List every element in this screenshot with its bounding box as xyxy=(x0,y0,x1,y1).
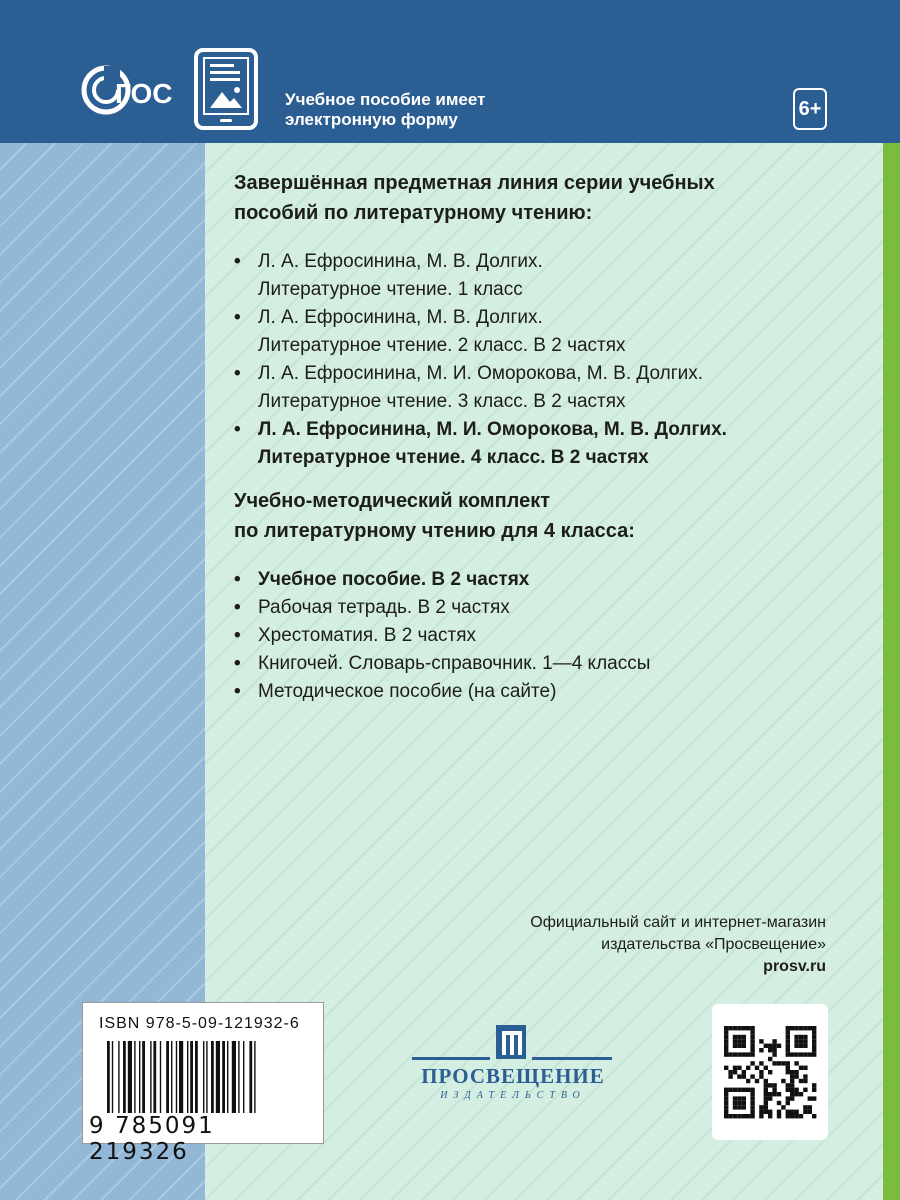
series-item-authors: • Л. А. Ефросинина, М. И. Оморокова, М. В. Долгих. xyxy=(258,419,727,440)
series-item-title: Литературное чтение. 2 класс. В 2 частях xyxy=(258,335,626,356)
series-item-title: Литературное чтение. 3 класс. В 2 частях xyxy=(258,391,626,412)
fgos-label: ГОС xyxy=(115,78,173,109)
age-rating-badge: 6+ xyxy=(793,88,827,130)
list-item: • Методическое пособие (на сайте) xyxy=(234,678,650,706)
series-item-title: Литературное чтение. 1 класс xyxy=(258,279,523,300)
list-item: • Хрестоматия. В 2 частях xyxy=(234,622,650,650)
electronic-form-note xyxy=(285,90,485,130)
right-green-bar xyxy=(883,143,900,1200)
isbn-label: ISBN 978-5-09-121932-6 xyxy=(99,1015,300,1032)
kit-heading-line-2: по литературному чтению для 4 класса: xyxy=(234,520,635,542)
site-line-2: издательства «Просвещение» xyxy=(601,936,826,953)
qr-code-icon xyxy=(712,1004,828,1140)
list-item xyxy=(234,360,727,416)
series-list xyxy=(234,248,727,472)
list-item: • Рабочая тетрадь. В 2 частях xyxy=(234,594,650,622)
qr-code xyxy=(712,1004,828,1140)
list-item xyxy=(234,248,727,304)
series-heading xyxy=(234,168,715,228)
publisher-subtitle: ИЗДАТЕЛЬСТВО xyxy=(440,1090,586,1101)
kit-heading xyxy=(234,486,635,546)
site-line-1: Официальный сайт и интернет-магазин xyxy=(530,914,826,931)
site-url: prosv.ru xyxy=(763,958,826,975)
kit-heading-line-1: Учебно-методический комплект xyxy=(234,490,551,512)
list-item xyxy=(234,416,727,472)
barcode-number: 9 785091 219326 xyxy=(89,1113,215,1165)
kit-list xyxy=(234,566,650,706)
publisher-site-note xyxy=(530,912,826,978)
series-heading-line-1: Завершённая предметная линия серии учебных xyxy=(234,172,715,194)
eform-line-1: Учебное пособие имеет xyxy=(285,90,486,109)
publisher-name: ПРОСВЕЩЕНИЕ xyxy=(421,1064,605,1088)
series-heading-line-2: пособий по литературному чтению: xyxy=(234,202,593,224)
tablet-icon xyxy=(194,48,258,130)
series-item-authors: • Л. А. Ефросинина, М. И. Оморокова, М. В. Долгих. xyxy=(258,363,704,384)
eform-line-2: электронную форму xyxy=(285,110,458,129)
list-item xyxy=(234,304,727,360)
series-item-authors: • Л. А. Ефросинина, М. В. Долгих. xyxy=(258,307,543,328)
series-item-authors: • Л. А. Ефросинина, М. В. Долгих. xyxy=(258,251,543,272)
list-item: • Книгочей. Словарь-справочник. 1—4 классы xyxy=(234,650,650,678)
list-item: • Учебное пособие. В 2 частях xyxy=(234,566,650,594)
barcode-bars-icon xyxy=(107,1041,299,1115)
isbn-barcode xyxy=(82,1002,324,1165)
series-item-title: Литературное чтение. 4 класс. В 2 частях xyxy=(258,447,649,468)
